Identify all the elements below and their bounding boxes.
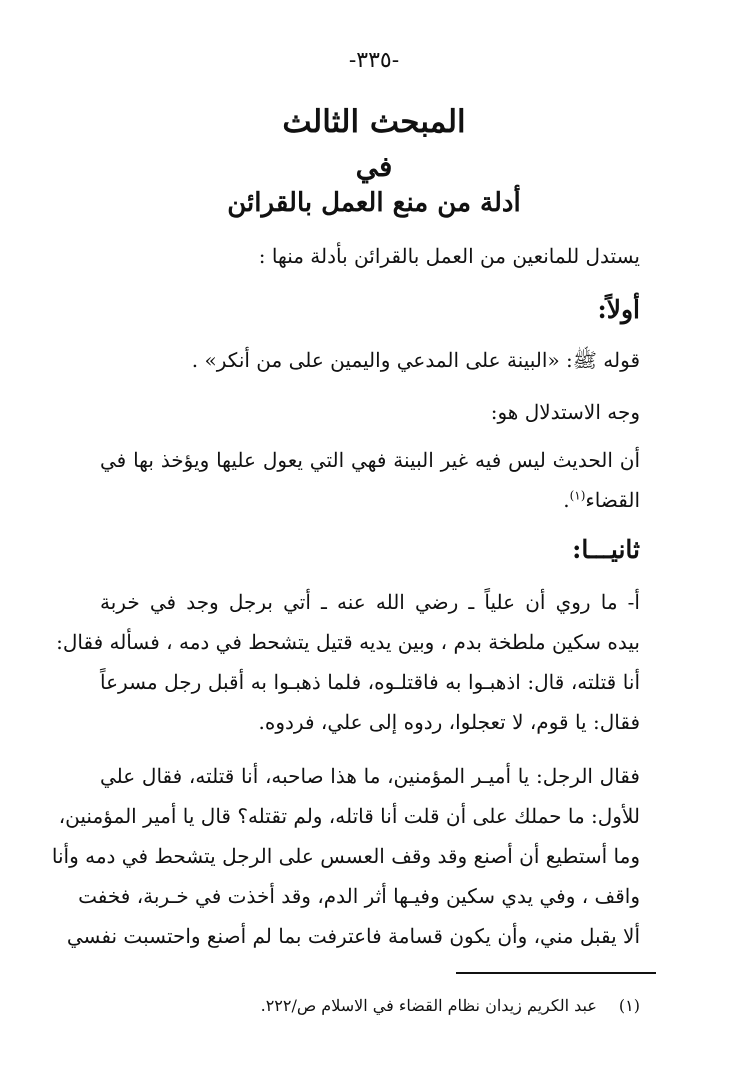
paragraph-line: بيده سكين ملطخة بدم ، وبين يديه قتيل يتشحط في دمه ، فسأله فقال: xyxy=(56,630,640,654)
second-evidence-label: ثانيـــا: xyxy=(572,535,640,564)
paragraph-line: للأول: ما حملك على أن قلت أنا قاتله، ولم تقتله؟ قال يا أمير المؤمنين، xyxy=(58,804,640,828)
footnote-divider xyxy=(456,972,656,974)
footnote-number: (١) xyxy=(618,996,640,1015)
paragraph-line: ألا يقبل مني، وأن يكون قسامة فاعترفت بما لم أصنع واحتسبت نفسي xyxy=(66,924,640,948)
section-title: المبحث الثالث xyxy=(282,104,466,140)
footnote-reference: (١) xyxy=(569,488,586,503)
intro-paragraph: يستدل للمانعين من العمل بالقرائن بأدلة منها : xyxy=(258,244,640,268)
paragraph-line: واقف ، وفي يدي سكين وفيـها أثر الدم، وقد أخذت في خـربة، فخفت xyxy=(78,884,640,908)
section-title-connector: في xyxy=(355,150,393,183)
inference-line-end: القضاء$^{(١)}$. xyxy=(563,488,640,512)
inference-line-text: القضاء xyxy=(585,488,640,512)
footnote-text: عبد الكريم زيدان نظام القضاء في الاسلام ص/٢٢٢. xyxy=(260,996,597,1015)
inference-label: وجه الاستدلال هو: xyxy=(490,400,640,424)
first-evidence-label: أولاً: xyxy=(597,295,640,324)
paragraph-line: أ- ما روي أن علياً ـ رضي الله عنه ـ أتي برجل وجد في خربة xyxy=(100,590,640,614)
footnote xyxy=(100,992,640,1020)
paragraph-line: وما أستطيع أن أصنع وقد وقف العسس على الرجل يتشحط في دمه وأنا xyxy=(51,844,640,868)
paragraph-line: فقال: يا قوم، لا تعجلوا، ردوه إلى علي، فردوه. xyxy=(258,710,640,734)
first-evidence-text: قوله ﷺ: «البينة على المدعي واليمين على من أنكر» . xyxy=(191,348,640,372)
paragraph-line: فقال الرجل: يا أميـر المؤمنين، ما هذا صاحبه، أنا قتلته، فقال علي xyxy=(100,764,640,788)
inference-line: أن الحديث ليس فيه غير البينة فهي التي يعول عليها ويؤخذ بها في xyxy=(100,448,640,472)
page-number: -٣٣٥- xyxy=(348,48,400,73)
paragraph-line: أنا قتلته، قال: اذهبـوا به فاقتلـوه، فلما ذهبـوا به أقبل رجل مسرعاً xyxy=(100,670,640,694)
section-subtitle: أدلة من منع العمل بالقرائن xyxy=(227,188,521,218)
